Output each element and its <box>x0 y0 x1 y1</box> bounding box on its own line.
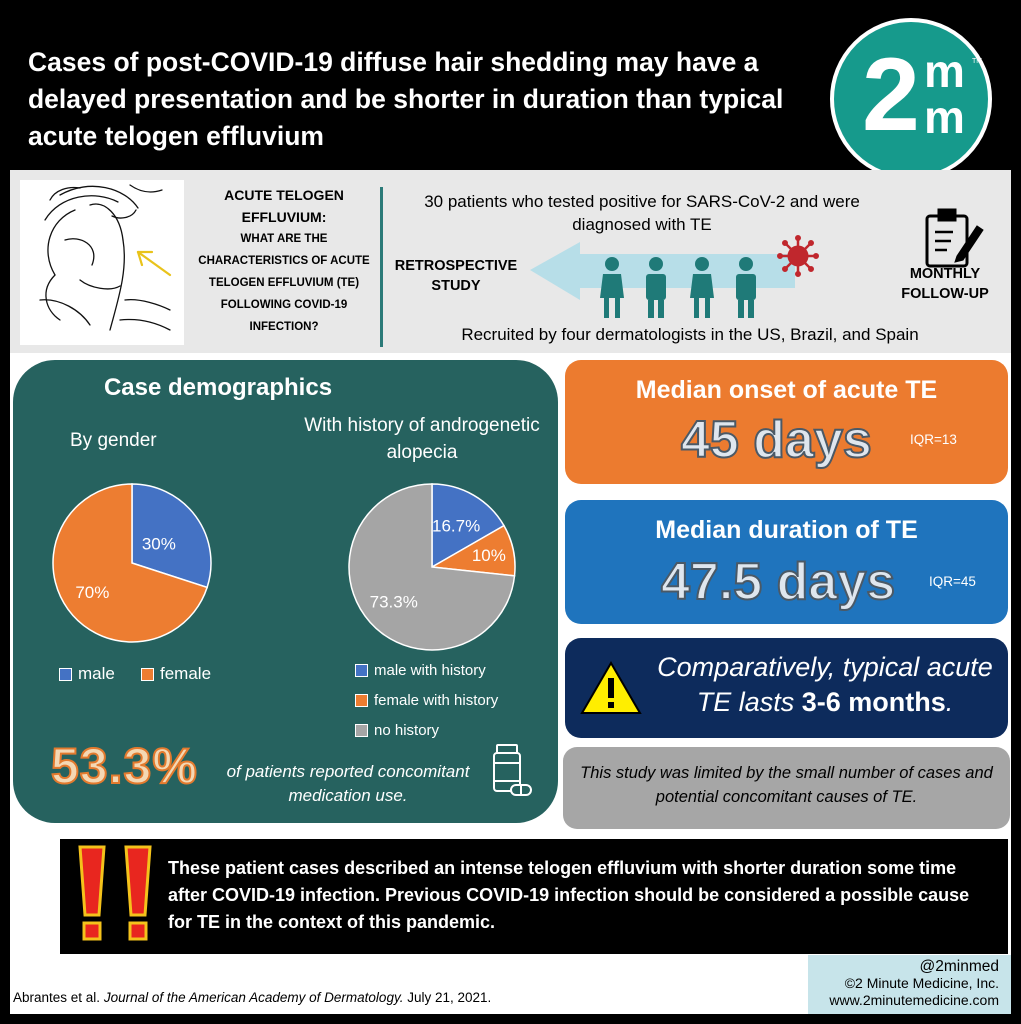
gender-chart-subtitle: By gender <box>70 430 157 451</box>
conclusion-text: These patient cases described an intense telogen effluvium with shorter duration some time after COVID-19 infection. Previous COVID-19 infection should be considered a possible cause for TE in the context of this pandemic. <box>168 858 970 932</box>
citation <box>13 990 491 1005</box>
legend-female-history <box>355 692 498 709</box>
limitation-box <box>563 747 1010 829</box>
duration-title: Median duration of TE <box>655 516 918 544</box>
comparison-duration: 3-6 months <box>801 687 946 717</box>
pie-data-label: 16.7% <box>432 516 481 536</box>
comparison-text-end: . <box>945 687 954 717</box>
citation-journal: Journal of the American Academy of Dermatology. <box>103 990 404 1005</box>
logo-digit: 2 <box>862 37 920 153</box>
limitation-text: This study was limited by the small number of cases and potential concomitant causes of TE. <box>580 764 993 806</box>
citation-date: July 21, 2021. <box>403 990 492 1005</box>
pie-data-label: 10% <box>471 546 506 566</box>
recruitment-text: Recruited by four dermatologists in the US, Brazil, and Spain <box>461 325 919 344</box>
citation-authors: Abrantes et al. <box>13 990 104 1005</box>
question-heading: ACUTE TELOGEN EFFLUVIUM: <box>224 187 344 225</box>
credit-box <box>808 955 1011 1014</box>
ag-chart-subtitle: With history of androgenetic alopecia <box>304 415 540 463</box>
warning-icon <box>579 660 643 716</box>
legend-swatch <box>59 668 72 681</box>
medication-text: of patients reported concomitant medication use. <box>226 762 470 805</box>
medication-percentage: 53.3% <box>51 738 198 794</box>
page-title: Cases of post-COVID-19 diffuse hair shedding may have a delayed presentation and be shorter in duration than typical acute telogen effluvium <box>28 47 784 151</box>
legend-male <box>59 664 115 684</box>
copyright: ©2 Minute Medicine, Inc. <box>844 975 999 991</box>
onset-iqr: IQR=13 <box>910 432 957 447</box>
exclamation-icon <box>74 843 160 951</box>
onset-title: Median onset of acute TE <box>635 376 938 404</box>
legend-label: male with history <box>374 662 486 679</box>
question-text: WHAT ARE THE CHARACTERISTICS OF ACUTE TELOGEN EFFLUVIUM (TE) FOLLOWING COVID-19 INFECTION? <box>198 233 370 333</box>
clipboard-icon <box>927 210 983 266</box>
duration-value: 47.5 days <box>661 553 896 611</box>
comparison-text-part: Comparatively, typical acute TE lasts <box>657 652 993 717</box>
legend-male-history <box>355 662 486 679</box>
legend-label: male <box>78 664 115 683</box>
onset-value: 45 days <box>681 411 872 469</box>
pie-data-label: 70% <box>75 582 110 602</box>
medicine-icon <box>491 743 533 801</box>
follow-up-label: MONTHLY FOLLOW-UP <box>901 266 989 302</box>
study-design: RETROSPECTIVE STUDY <box>394 258 518 294</box>
demographics-title: Case demographics <box>103 374 333 401</box>
infographic <box>10 10 1011 1014</box>
legend-swatch <box>141 668 154 681</box>
legend-label: female with history <box>374 692 499 709</box>
social-handle: @2minmed <box>919 958 999 975</box>
legend-label: female <box>160 664 212 683</box>
gender-pie-chart <box>51 482 213 644</box>
onset-box <box>565 360 1008 484</box>
header <box>10 10 1011 170</box>
legend-label: no history <box>374 722 440 739</box>
logo-m-bottom: m <box>924 91 965 143</box>
virus-icon <box>778 236 819 277</box>
conclusion-box <box>60 839 1008 954</box>
duration-iqr: IQR=45 <box>929 574 976 589</box>
legend-swatch <box>355 694 368 707</box>
legend-swatch <box>355 724 368 737</box>
legend-female <box>141 664 211 684</box>
patient-count: 30 patients who tested positive for SARS-CoV-2 and were diagnosed with TE <box>424 192 860 234</box>
study-band <box>10 170 1011 353</box>
ag-pie-chart <box>347 482 517 652</box>
comparison-box <box>565 638 1008 738</box>
logo-trademark: TM <box>972 58 983 65</box>
website-link: www.2minutemedicine.com <box>829 992 999 1008</box>
logo <box>830 18 992 180</box>
logo-m-top: m <box>924 45 965 97</box>
comparison-text <box>645 650 1005 720</box>
duration-box <box>565 500 1008 624</box>
demographics-panel <box>13 360 558 823</box>
legend-no-history <box>355 722 439 739</box>
pie-data-label: 30% <box>141 534 176 554</box>
pie-data-label: 73.3% <box>369 592 418 612</box>
legend-swatch <box>355 664 368 677</box>
